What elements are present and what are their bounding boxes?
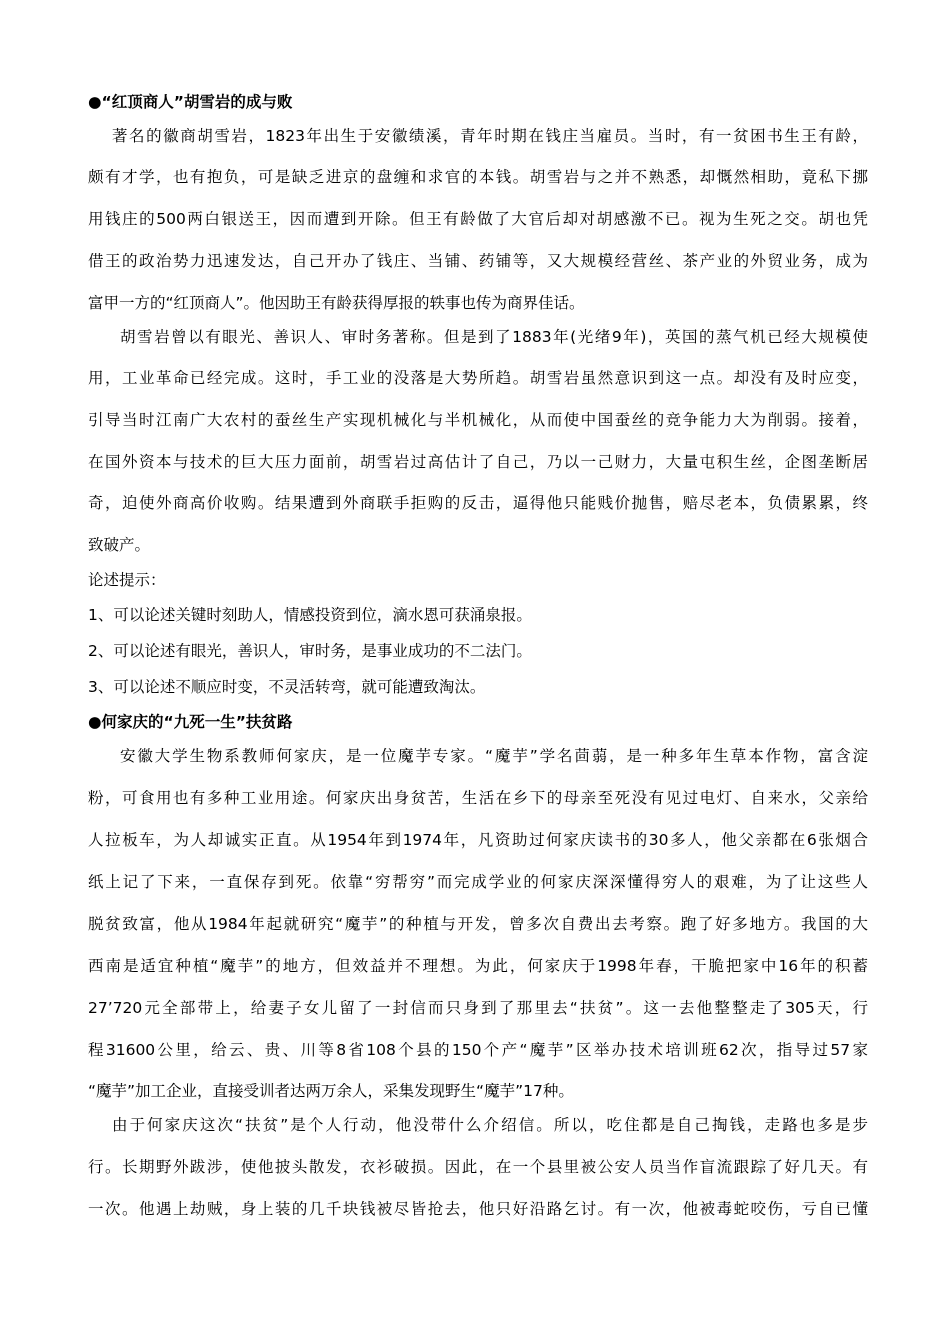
paragraph-line: 西南是适宜种植“魔芋”的地方，但效益并不理想。为此，何家庆于1998年春，干脆把家中16年的积蓄 <box>88 957 868 975</box>
paragraph-line: “魔芋”加工企业，直接受训者达两万余人，采集发现野生“魔芋”17种。 <box>88 1082 574 1100</box>
paragraph-line: 在国外资本与技术的巨大压力面前，胡雪岩过高估计了自己，乃以一己财力，大量屯积生丝，企图垄断居 <box>88 453 868 471</box>
paragraph-line: 人拉板车，为人却诚实正直。从1954年到1974年，凡资助过何家庆读书的30多人，他父亲都在6张烟合 <box>88 831 868 849</box>
paragraph-line: 致破产。 <box>88 536 151 554</box>
paragraph-line: 脱贫致富，他从1984年起就研究“魔芋”的种植与开发，曾多次自费出去考察。跑了好多地方。我国的大 <box>88 915 868 933</box>
paragraph-line: 由于何家庆这次“扶贫”是个人行动，他没带什么介绍信。所以，吃住都是自己掏钱，走路也多是步 <box>112 1116 868 1134</box>
paragraph-line: 引导当时江南广大农村的蚕丝生产实现机械化与半机械化，从而使中国蚕丝的竞争能力大为削弱。接着， <box>88 411 868 429</box>
hint-item: 1、可以论述关键时刻助人，情感投资到位，滴水恩可获涌泉报。 <box>88 606 532 624</box>
paragraph-line: 纸上记了下来，一直保存到死。依靠“穷帮穷”而完成学业的何家庆深深懂得穷人的艰难，为了让这些人 <box>88 873 868 891</box>
paragraph-line: 27’720元全部带上，给妻子女儿留了一封信而只身到了那里去“扶贫”。这一去他整整走了305天，行 <box>88 999 868 1017</box>
paragraph-line: 程31600公里，给云、贵、川等8省108个县的150个产“魔芋”区举办技术培训班62次，指导过57家 <box>88 1041 868 1059</box>
section-heading-hu-xueyan: ●“红顶商人”胡雪岩的成与败 <box>88 93 293 111</box>
paragraph-line: 颇有才学，也有抱负，可是缺乏进京的盘缠和求官的本钱。胡雪岩与之并不熟悉，却慨然相助，竟私下挪 <box>88 168 868 186</box>
paragraph-line: 一次。他遇上劫贼，身上装的几千块钱被尽皆抢去，他只好沿路乞讨。有一次，他被毒蛇咬伤，亏自已懂 <box>88 1200 868 1218</box>
hint-item: 3、可以论述不顺应时变，不灵活转弯，就可能遭致淘汰。 <box>88 678 486 696</box>
hint-item: 2、可以论述有眼光，善识人，审时务，是事业成功的不二法门。 <box>88 642 532 660</box>
hint-title: 论述提示： <box>88 571 166 589</box>
paragraph-line: 富甲一方的“红顶商人”。他因助王有龄获得厚报的轶事也传为商界佳话。 <box>88 294 585 312</box>
paragraph-line: 行。长期野外跋涉，使他披头散发，衣衫破损。因此，在一个县里被公安人员当作盲流跟踪了好几天。有 <box>88 1158 868 1176</box>
paragraph-line: 用钱庄的500两白银送王，因而遭到开除。但王有龄做了大官后却对胡感激不已。视为生死之交。胡也凭 <box>88 210 868 228</box>
section-heading-he-jiaqing: ●何家庆的“九死一生”扶贫路 <box>88 713 293 731</box>
paragraph-line: 奇，迫使外商高价收购。结果遭到外商联手拒购的反击，逼得他只能贱价抛售，赔尽老本，负债累累，终 <box>88 494 868 512</box>
paragraph-line: 借王的政治势力迅速发达，自己开办了钱庄、当铺、药铺等，又大规模经营丝、茶产业的外贸业务，成为 <box>88 252 868 270</box>
paragraph-line: 安徽大学生物系教师何家庆，是一位魔芋专家。“魔芋”学名茴蒻，是一种多年生草本作物，富含淀 <box>120 747 868 765</box>
paragraph-line: 胡雪岩曾以有眼光、善识人、审时务著称。但是到了1883年(光绪9年)，英国的蒸气机已经大规模使 <box>120 328 868 346</box>
paragraph-line: 粉，可食用也有多种工业用途。何家庆出身贫苦，生活在乡下的母亲至死没有见过电灯、自来水，父亲给 <box>88 789 868 807</box>
paragraph-line: 著名的徽商胡雪岩，1823年出生于安徽绩溪，青年时期在钱庄当雇员。当时，有一贫困书生王有龄， <box>112 127 868 145</box>
paragraph-line: 用，工业革命已经完成。这时，手工业的没落是大势所趋。胡雪岩虽然意识到这一点。却没有及时应变， <box>88 369 868 387</box>
